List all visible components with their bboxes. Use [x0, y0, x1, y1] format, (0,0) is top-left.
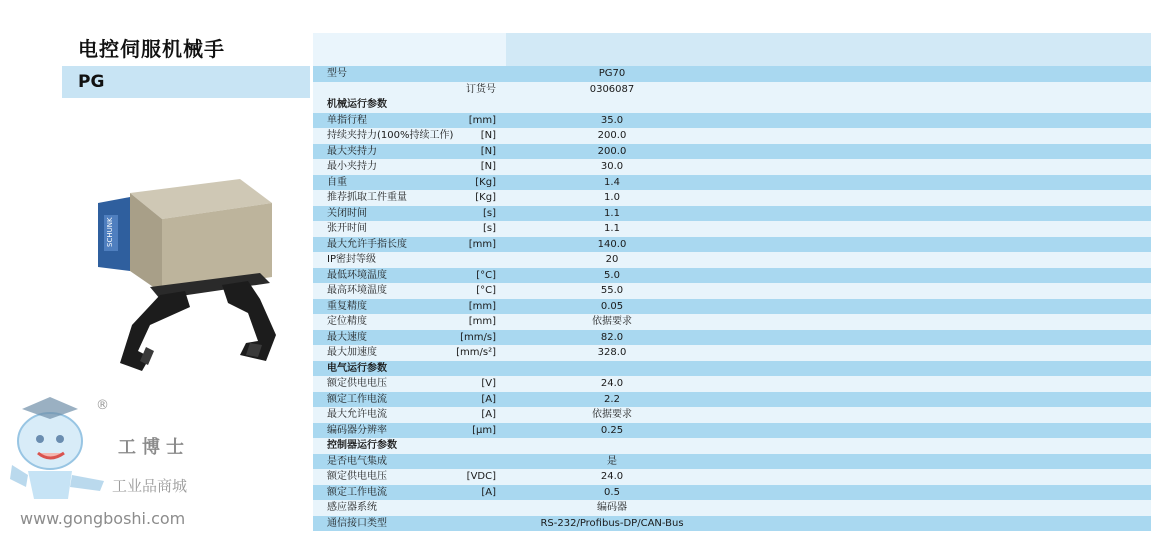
spec-value: 0.05 — [600, 300, 624, 312]
spec-row-filler — [718, 330, 1151, 346]
watermark-brand: 工博士 — [118, 437, 190, 458]
spec-name: 定位精度 — [327, 316, 367, 327]
spec-unit: [Kg] — [475, 176, 496, 188]
spec-row — [313, 175, 1151, 191]
spec-unit: [Kg] — [475, 192, 496, 203]
spec-value — [506, 438, 718, 454]
spec-value: 1.1 — [604, 223, 620, 234]
spec-name: 最大允许电流 — [327, 409, 387, 420]
spec-row-filler — [718, 392, 1151, 408]
spec-row — [313, 330, 1151, 346]
spec-label-cell — [313, 252, 506, 268]
spec-row — [313, 82, 1151, 98]
spec-row — [313, 314, 1151, 330]
spec-row — [313, 66, 1151, 82]
spec-row — [313, 237, 1151, 253]
spec-row-filler — [718, 469, 1151, 485]
spec-row-filler — [718, 252, 1151, 268]
spec-row-filler — [718, 82, 1151, 98]
spec-row-filler — [718, 206, 1151, 222]
spec-value: 1.4 — [604, 176, 620, 188]
spec-label-cell — [313, 299, 506, 315]
spec-unit: [s] — [482, 223, 496, 234]
spec-unit: [N] — [480, 161, 496, 172]
spec-row — [313, 407, 1151, 423]
spec-row — [313, 159, 1151, 175]
watermark-url: www.gongboshi.com — [20, 509, 186, 528]
spec-label-cell — [313, 190, 506, 206]
spec-unit: [N] — [480, 130, 496, 141]
spec-value: 140.0 — [597, 238, 627, 250]
spec-name: 最小夹持力 — [327, 161, 377, 172]
spec-value: 35.0 — [600, 114, 624, 126]
spec-unit: [A] — [481, 409, 496, 420]
spec-label-cell — [313, 485, 506, 501]
spec-label-cell — [313, 376, 506, 392]
gripper-product-image — [90, 175, 300, 385]
spec-value: 24.0 — [600, 471, 624, 482]
spec-row-filler — [718, 454, 1151, 470]
series-label: PG — [78, 72, 105, 92]
spec-value: 0.5 — [604, 486, 620, 498]
spec-row-filler — [718, 361, 1151, 377]
spec-value: 是 — [607, 455, 617, 467]
spec-row-filler — [718, 283, 1151, 299]
spec-name: 最大速度 — [327, 331, 367, 343]
spec-label-cell — [313, 438, 506, 454]
spec-label-cell — [313, 66, 506, 82]
watermark-subtitle: 工业品商城 — [112, 477, 188, 495]
spec-value: 20 — [605, 254, 619, 265]
spec-value: 24.0 — [600, 378, 624, 389]
spec-row — [313, 299, 1151, 315]
spec-row — [313, 500, 1151, 516]
spec-row-filler — [718, 438, 1151, 454]
spec-unit: [µm] — [472, 424, 496, 436]
spec-row — [313, 376, 1151, 392]
spec-row-filler — [718, 113, 1151, 129]
spec-value — [506, 361, 718, 377]
spec-label-cell — [313, 392, 506, 408]
spec-label-cell — [313, 516, 506, 532]
spec-unit: [mm] — [468, 114, 496, 126]
spec-name: 最大夹持力 — [327, 145, 377, 157]
spec-label-cell — [313, 407, 506, 423]
spec-row — [313, 144, 1151, 160]
spec-row — [313, 485, 1151, 501]
spec-label-cell — [313, 82, 506, 98]
spec-row — [313, 283, 1151, 299]
spec-value: 328.0 — [597, 347, 627, 358]
spec-name: 编码器分辨率 — [327, 424, 387, 436]
spec-label-cell — [313, 237, 506, 253]
spec-value: 200.0 — [597, 130, 627, 141]
spec-value: PG70 — [598, 68, 626, 79]
spec-value: RS-232/Profibus-DP/CAN-Bus — [540, 517, 684, 529]
spec-value: 依据要求 — [592, 316, 632, 327]
spec-label-cell — [313, 283, 506, 299]
header-cell-rest — [718, 33, 1151, 66]
spec-unit: [N] — [480, 145, 496, 157]
spec-row — [313, 268, 1151, 284]
spec-row — [313, 113, 1151, 129]
spec-row-filler — [718, 485, 1151, 501]
spec-name: 机械运行参数 — [327, 99, 387, 110]
spec-row-filler — [718, 376, 1151, 392]
spec-value: 55.0 — [600, 285, 624, 296]
spec-row — [313, 345, 1151, 361]
spec-label-cell — [313, 423, 506, 439]
spec-name: 额定供电电压 — [327, 471, 387, 482]
spec-row — [313, 206, 1151, 222]
spec-name: 电气运行参数 — [327, 362, 387, 374]
spec-value — [506, 97, 718, 113]
spec-unit: [mm] — [468, 238, 496, 250]
spec-value: 2.2 — [604, 393, 620, 405]
spec-name: 重复精度 — [327, 300, 367, 312]
spec-label-cell — [313, 97, 506, 113]
spec-value: 200.0 — [597, 145, 627, 157]
spec-row-filler — [718, 345, 1151, 361]
spec-label-cell — [313, 221, 506, 237]
spec-name: 订货号 — [466, 83, 496, 95]
spec-name: 最高环境温度 — [327, 285, 387, 296]
spec-rows — [313, 66, 1151, 531]
spec-value: 1.1 — [604, 207, 620, 219]
spec-row-filler — [718, 516, 1151, 532]
svg-text:SCHUNK: SCHUNK — [106, 217, 114, 247]
spec-name: 额定供电电压 — [327, 378, 387, 389]
spec-label-cell — [313, 175, 506, 191]
section-header-row — [313, 438, 1151, 454]
registered-mark: ® — [96, 398, 109, 413]
spec-name: 感应器系统 — [327, 502, 377, 513]
spec-unit: [VDC] — [466, 471, 496, 482]
spec-value: 0306087 — [589, 83, 635, 95]
spec-name: 型号 — [327, 68, 347, 79]
spec-unit: [mm] — [468, 300, 496, 312]
spec-label-cell — [313, 314, 506, 330]
spec-row — [313, 516, 1151, 532]
spec-row-filler — [718, 144, 1151, 160]
spec-unit: [A] — [481, 393, 496, 405]
spec-row — [313, 392, 1151, 408]
spec-name: 通信接口类型 — [327, 517, 387, 529]
spec-unit: [°C] — [476, 269, 496, 281]
spec-name: 最低环境温度 — [327, 269, 387, 281]
spec-value: 82.0 — [600, 331, 624, 343]
spec-unit: [V] — [481, 378, 496, 389]
spec-name: 持续夹持力(100%持续工作) — [327, 130, 454, 141]
spec-row — [313, 221, 1151, 237]
spec-label-cell — [313, 159, 506, 175]
header-cell-value — [506, 33, 718, 66]
spec-row-filler — [718, 175, 1151, 191]
spec-row-filler — [718, 500, 1151, 516]
page-title: 电控伺服机械手 — [78, 37, 225, 61]
spec-row-filler — [718, 407, 1151, 423]
spec-name: 额定工作电流 — [327, 393, 387, 405]
section-header-row — [313, 97, 1151, 113]
spec-label-cell — [313, 128, 506, 144]
header-cell-label — [313, 33, 506, 66]
spec-label-cell — [313, 500, 506, 516]
spec-row-filler — [718, 314, 1151, 330]
spec-name: 张开时间 — [327, 223, 367, 234]
spec-label-cell — [313, 330, 506, 346]
spec-unit: [mm/s] — [460, 331, 496, 343]
spec-name: 最大加速度 — [327, 347, 377, 358]
spec-unit: [mm] — [468, 316, 496, 327]
spec-table-header — [313, 33, 1151, 66]
spec-label-cell — [313, 268, 506, 284]
spec-row-filler — [718, 128, 1151, 144]
spec-label-cell — [313, 469, 506, 485]
spec-unit: [mm/s²] — [456, 347, 496, 358]
spec-value: 1.0 — [604, 192, 620, 203]
spec-unit: [s] — [482, 207, 496, 219]
spec-row — [313, 454, 1151, 470]
spec-row — [313, 469, 1151, 485]
spec-name: 最大允许手指长度 — [327, 238, 407, 250]
spec-unit: [A] — [481, 486, 496, 498]
spec-name: 关闭时间 — [327, 207, 367, 219]
spec-name: 控制器运行参数 — [327, 440, 397, 451]
spec-name: 是否电气集成 — [327, 455, 387, 467]
spec-row-filler — [718, 159, 1151, 175]
spec-label-cell — [313, 113, 506, 129]
spec-row — [313, 423, 1151, 439]
spec-name: 额定工作电流 — [327, 486, 387, 498]
spec-row-filler — [718, 423, 1151, 439]
spec-row-filler — [718, 66, 1151, 82]
spec-row — [313, 128, 1151, 144]
spec-value: 编码器 — [597, 502, 627, 513]
spec-label-cell — [313, 361, 506, 377]
spec-name: 单指行程 — [327, 114, 367, 126]
spec-label-cell — [313, 206, 506, 222]
spec-row-filler — [718, 190, 1151, 206]
spec-row — [313, 252, 1151, 268]
spec-row-filler — [718, 97, 1151, 113]
spec-name: IP密封等级 — [327, 254, 376, 265]
spec-label-cell — [313, 345, 506, 361]
spec-row-filler — [718, 299, 1151, 315]
spec-row-filler — [718, 268, 1151, 284]
spec-value: 依据要求 — [592, 409, 632, 420]
spec-value: 30.0 — [600, 161, 624, 172]
spec-table — [313, 33, 1151, 531]
spec-name: 推荐抓取工件重量 — [327, 192, 407, 203]
spec-value: 5.0 — [604, 269, 620, 281]
section-header-row — [313, 361, 1151, 377]
spec-row — [313, 190, 1151, 206]
spec-label-cell — [313, 144, 506, 160]
spec-row-filler — [718, 221, 1151, 237]
spec-unit: [°C] — [476, 285, 496, 296]
spec-row-filler — [718, 237, 1151, 253]
spec-value: 0.25 — [600, 424, 624, 436]
spec-label-cell — [313, 454, 506, 470]
spec-name: 自重 — [327, 176, 347, 188]
